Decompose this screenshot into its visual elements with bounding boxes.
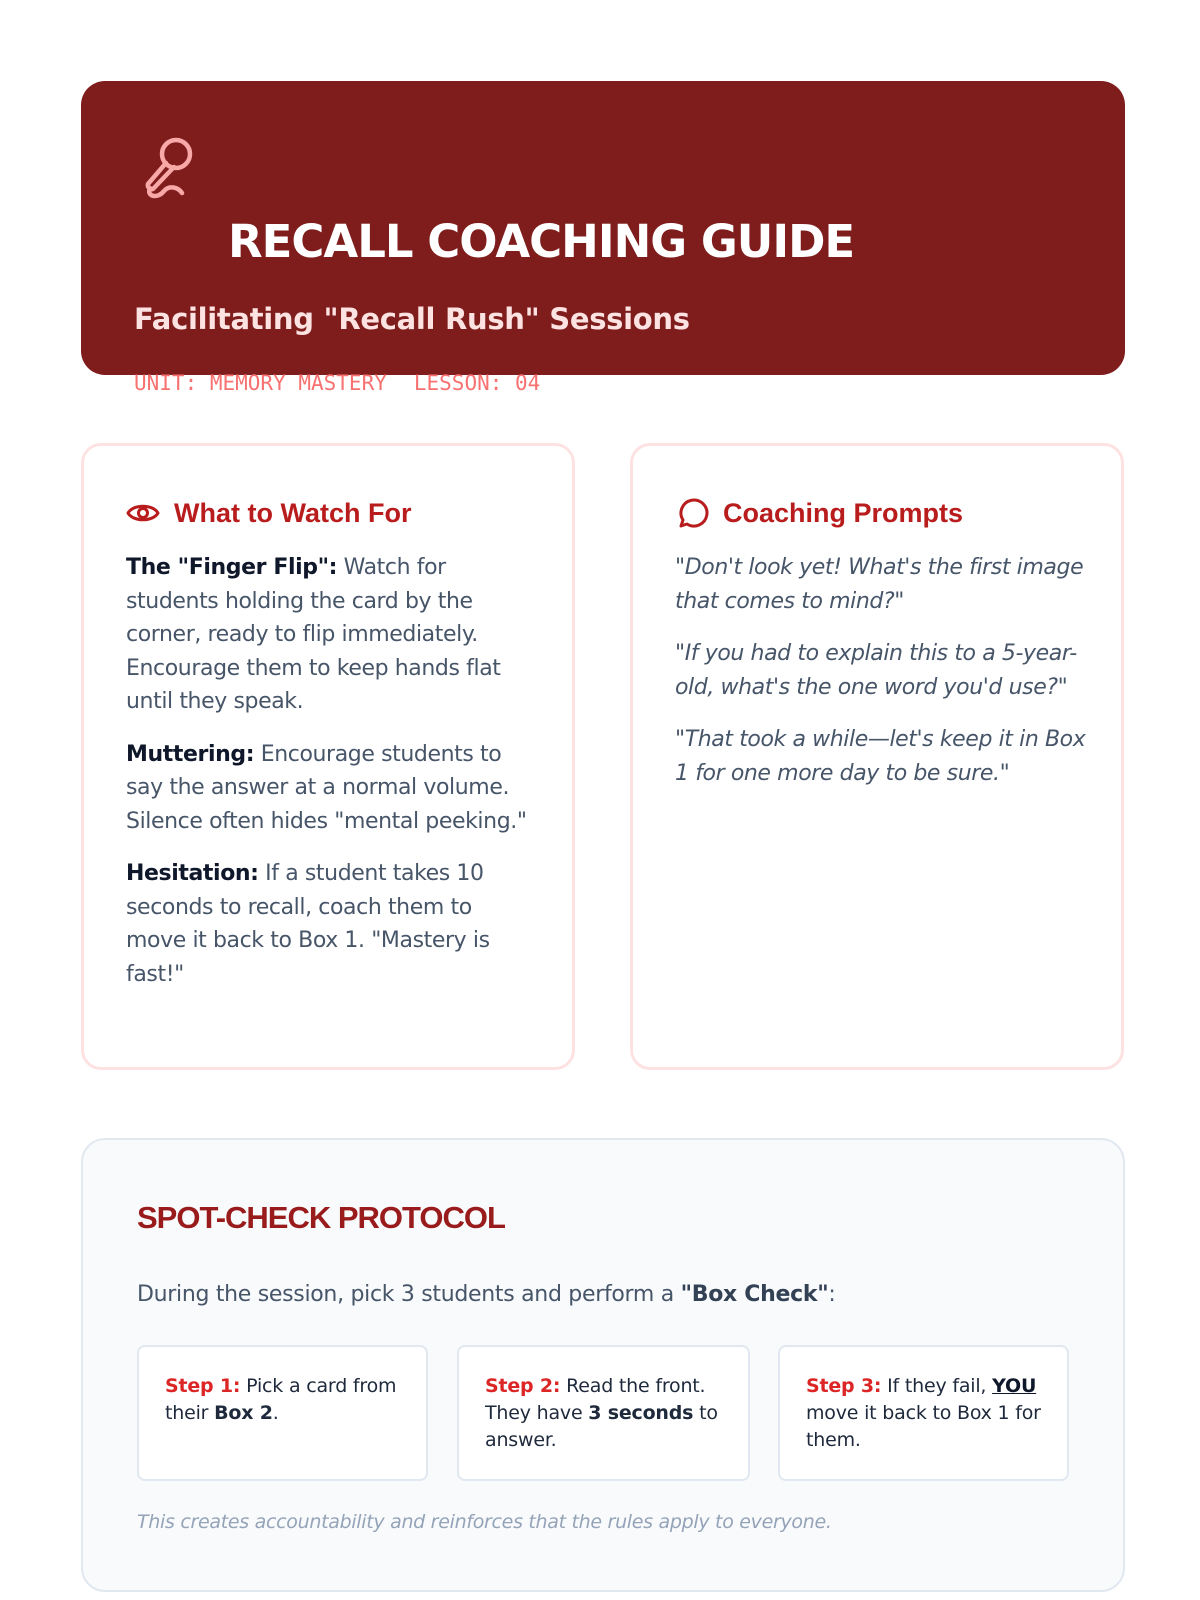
step-text: If they fail, bbox=[881, 1375, 993, 1397]
coaching-prompts-list bbox=[675, 551, 1085, 809]
step-emphasis: 3 seconds bbox=[588, 1402, 694, 1424]
prompt-item: "Don't look yet! What's the first image that comes to mind?" bbox=[675, 555, 1084, 614]
speech-bubble-icon bbox=[675, 496, 709, 530]
watch-item-term: The "Finger Flip": bbox=[126, 555, 338, 580]
step-text-end: move it back to Box 1 for them. bbox=[806, 1402, 1041, 1451]
step-label: Step 3: bbox=[806, 1375, 882, 1397]
spot-check-intro bbox=[137, 1282, 836, 1307]
watch-for-card bbox=[81, 443, 575, 1070]
intro-emphasis: "Box Check" bbox=[680, 1282, 829, 1307]
step-text-end: . bbox=[272, 1402, 279, 1424]
header-banner bbox=[81, 81, 1125, 395]
watch-item bbox=[126, 551, 536, 719]
watch-item bbox=[126, 738, 536, 839]
coaching-prompts-heading: Coaching Prompts bbox=[723, 497, 964, 528]
spot-check-panel bbox=[81, 1138, 1125, 1592]
watch-item-text: Encourage students to say the answer at a normal volume. Silence often hides "mental peeking." bbox=[126, 741, 527, 834]
coaching-prompts-card bbox=[630, 443, 1124, 1070]
page-title: RECALL COACHING GUIDE bbox=[228, 215, 855, 268]
step-emphasis: YOU bbox=[992, 1375, 1037, 1397]
watch-item bbox=[126, 857, 536, 991]
page-subtitle: Facilitating "Recall Rush" Sessions bbox=[134, 302, 690, 336]
spot-check-note: This creates accountability and reinforces that the rules apply to everyone. bbox=[137, 1511, 832, 1533]
step-card-3 bbox=[778, 1345, 1069, 1481]
step-text-end: to answer. bbox=[485, 1402, 718, 1451]
lesson-label: LESSON: 04 bbox=[413, 371, 541, 395]
step-card-1 bbox=[137, 1345, 428, 1481]
step-text: Read the front. They have bbox=[485, 1375, 706, 1424]
watch-item-text: If a student takes 10 seconds to recall, coach them to move it back to Box 1. "Mastery is fast!" bbox=[126, 861, 490, 987]
step-label: Step 1: bbox=[165, 1375, 241, 1397]
prompt-item: "If you had to explain this to a 5-year-old, what's the one word you'd use?" bbox=[675, 641, 1077, 700]
watch-for-heading: What to Watch For bbox=[174, 497, 412, 528]
eye-icon bbox=[126, 496, 160, 530]
lesson-meta bbox=[134, 373, 540, 394]
step-emphasis: Box 2 bbox=[214, 1402, 273, 1424]
step-text: Pick a card from their bbox=[165, 1375, 397, 1424]
intro-suffix: : bbox=[828, 1282, 836, 1307]
unit-label: UNIT: MEMORY MASTERY bbox=[134, 371, 387, 395]
step-card-2 bbox=[457, 1345, 750, 1481]
microphone-icon bbox=[138, 135, 196, 199]
spot-check-heading: SPOT-CHECK PROTOCOL bbox=[137, 1200, 505, 1235]
watch-for-list bbox=[126, 551, 536, 1010]
watch-for-header bbox=[126, 493, 411, 533]
intro-text: During the session, pick 3 students and perform a bbox=[137, 1282, 681, 1307]
step-label: Step 2: bbox=[485, 1375, 561, 1397]
prompt-item: "That took a while—let's keep it in Box 1 for one more day to be sure." bbox=[675, 727, 1086, 786]
watch-item-term: Hesitation: bbox=[126, 861, 259, 886]
coaching-prompts-header bbox=[675, 493, 963, 533]
watch-item-text: Watch for students holding the card by the corner, ready to flip immediately. Encourage them to keep hands flat until they speak. bbox=[126, 555, 501, 714]
watch-item-term: Muttering: bbox=[126, 741, 255, 767]
